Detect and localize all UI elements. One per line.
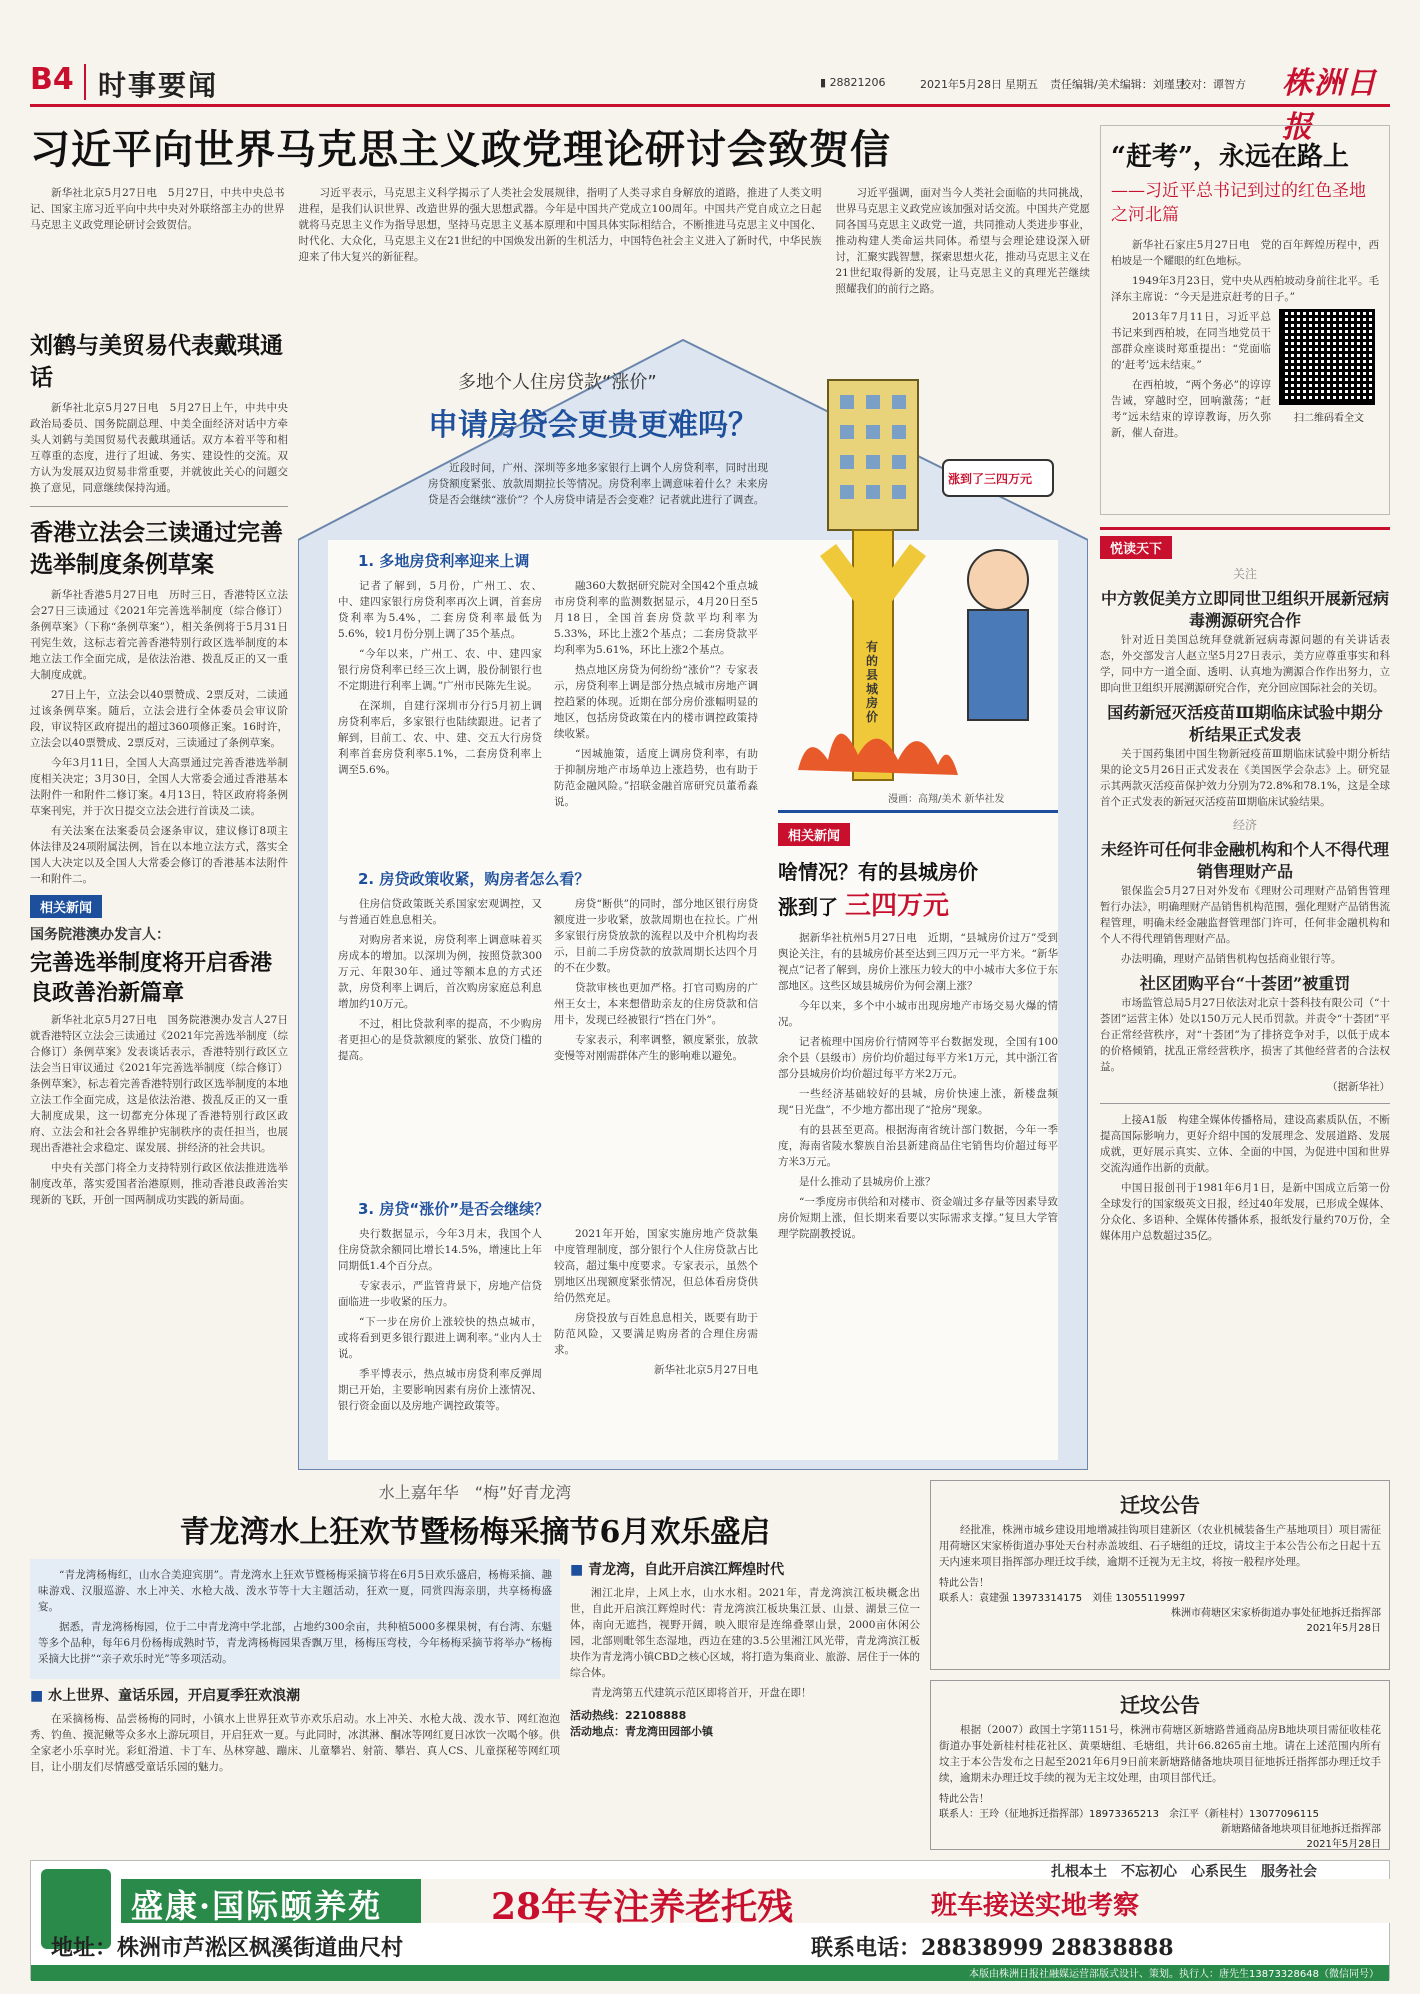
county-price-box: [778, 810, 1058, 1450]
n1-title: 中方敦促美方立即同世卫组织开展新冠病毒溯源研究合作: [1100, 589, 1389, 630]
gankao-para-2: 1949年3月23日，党中央从西柏坡动身前往北平。毛泽东主席说：“今天是进京赶考的日子。”: [1111, 275, 1379, 303]
county-para-4: 一些经济基础较好的县城，房价快速上涨，新楼盘频现“日光盘”，不少地方都出现了“抢房”现象。: [778, 1088, 1058, 1116]
sec3-para-1: 央行数据显示，今年3月末，我国个人住房贷款余额同比增长14.5%，增速比上年同期低1.4个百分点。: [338, 1228, 542, 1272]
phone-icon: ▮: [820, 76, 827, 89]
county-para-3: 记者梳理中国房价行情网等平台数据发现，全国有100余个县（县级市）房价均价超过每平方米1万元，其中浙江省部分县城房价均价超过每平方米2万元。: [778, 1036, 1058, 1080]
qinglong-sec1-para: 在采摘杨梅、品尝杨梅的同时，小镇水上世界狂欢节亦欢乐启动。水上冲关、水枪大战、泼水节、网红泡泡秀、钓鱼、摸泥鳅等众多水上游玩项目，开启狂欢一夏。与此同时，冰淇淋、酮冰等网红夏日冰饮一次喝个够。供全家老小乐享时光。彩虹滑道、卡丁车、丛林穿越、蹦床、儿童攀岩、射箭、攀岩、真人CS、儿童探秘等网红项目，让小朋友们尽情感受童话乐园的魅力。: [30, 1713, 560, 1773]
issue-weekday: 星期五: [1005, 78, 1038, 91]
qr-caption: 扫二维码看全文: [1294, 413, 1364, 424]
gankao-subtitle: ——习近平总书记到过的红色圣地之河北篇: [1111, 181, 1366, 225]
n4-source: （据新华社）: [1327, 1081, 1390, 1093]
feature-sec3-heading: 3. 房贷“涨价”是否会继续？: [358, 1200, 550, 1218]
liuhe-para: 新华社北京5月27日电 5月27日上午，中共中央政治局委员、国务院副总理、中美全面经济对话中方牵头人刘鹤与美国贸易代表戴琪通话。双方本着平等和相互尊重的态度，进行了坦诚、务实、建设性的交流。双方认为发展双边贸易非常重要，并就彼此关心的问题交换了意见，同意继续保持沟通。: [30, 402, 288, 494]
feature-title: 申请房贷会更贵更难吗？: [428, 408, 758, 443]
feature-sec1-body: [338, 578, 758, 814]
qr-code[interactable]: [1279, 309, 1375, 405]
county-title-line: [778, 885, 1058, 922]
illus-caption: 漫画：高翔/美术 新华社发: [888, 794, 1005, 805]
n2-title: 国药新冠灭活疫苗Ⅲ期临床试验中期分析结果正式发表: [1107, 703, 1383, 744]
sec3-para-2: 专家表示，严监管背景下，房地产信贷面临进一步收紧的压力。: [338, 1280, 542, 1308]
sec2-para-5: 贷款审核也更加严格。打官司购房的广州王女士，本来想借助亲友的住房贷款和信用卡，发现已经被银行“挡在门外”。: [554, 982, 758, 1026]
gankao-para-1: 新华社石家庄5月27日电 党的百年辉煌历程中，西柏坡是一个耀眼的红色地标。: [1111, 239, 1379, 267]
related1-para-2: 中央有关部门将全力支持特别行政区依法推进选举制度改革，落实爱国者治港原则，推动香港良政善治实现新的飞跃，开创一国两制成功实践的新局面。: [30, 1162, 288, 1206]
n3-para: 银保监会5月27日对外发布《理财公司理财产品销售管理暂行办法》，明确理财产品销售机构范围，强化理财产品销售流程管理，明确未经金融监督管理部门许可，任何非金融机构和个人不得代理销售理财产品。: [1100, 885, 1390, 945]
sec2-para-6: 专家表示，利率调整，额度紧张，放款变慢等对刚需群体产生的影响难以避免。: [554, 1034, 758, 1062]
newspaper-logo: 株洲日报: [1282, 66, 1378, 145]
notice2-date: 2021年5月28日: [1306, 1839, 1381, 1850]
yuedu-tag: 悦读天下: [1100, 536, 1172, 559]
ad-brand: 盛康·国际颐养苑: [131, 1887, 383, 1925]
notice2-sign: 新塘路储备地块项目征地拆迁指挥部: [1221, 1824, 1381, 1835]
hk-para-2: 27日上午，立法会以40票赞成、2票反对，二读通过该条例草案。随后，立法会进行全体委员会审议阶段，审议特区政府提出的超过360项修正案。16时许，立法会以40票赞成、2票反对，三读通过了条例草案。: [30, 689, 288, 749]
square-icon-2: ■: [570, 1562, 584, 1578]
qinglong-sec2-para-2: 青龙湾第五代建筑示范区即将首开，开盘在即！: [591, 1687, 812, 1699]
sec3-para-6: 房贷投放与百姓息息相关，既要有助于防范风险，又要满足购房者的合理住房需求。: [554, 1312, 758, 1356]
county-para-2: 今年以来，多个中小城市出现房地产市场交易火爆的情况。: [778, 1000, 1058, 1028]
hk-para-3: 今年3月11日，全国人大高票通过完善香港选举制度相关决定；3月30日，全国人大常委会通过香港基本法附件一和附件二修订案。4月13日，特区政府将条例草案刊宪，并于次日提交立法会进行首读及二读。: [30, 757, 288, 817]
illus-sign: 有的县城房价: [866, 640, 879, 724]
qinglong-intro-2: 据悉，青龙湾杨梅园，位于二中青龙湾中学北部，占地约300余亩，共种植5000多棵果树，有台湾、东魁等多个品种，每年6月份杨梅成熟时节，青龙湾杨梅园果香飘万里，杨梅压弯枝，今年杨梅采摘节将举办“杨梅采摘大比拼”“亲子欢乐时光”等多项活动。: [38, 1621, 552, 1665]
issue-date: 2021年5月28日: [920, 78, 1002, 91]
hotline: ▮ 28821206: [820, 76, 886, 89]
qinglong-section: [30, 1480, 920, 1850]
sec2-para-3: 不过，相比贷款利率的提高，不少购房者更担心的是贷款额度的紧张、放贷门槛的提高。: [338, 1018, 542, 1062]
county-title-b: 涨到了: [778, 895, 838, 919]
gankao-para-3: 2013年7月11日，习近平总书记来到西柏坡，在同当地党员干部群众座谈时郑重提出：“党面临的‘赶考’远未结束。”: [1111, 311, 1271, 371]
lead-article: [30, 125, 1090, 300]
page-header: [30, 58, 1390, 145]
illus-bubble-text: 涨到了三四万元: [948, 472, 1033, 486]
notice-1: [930, 1480, 1390, 1670]
sec1-para-2: “今年以来，广州工、农、中、建四家银行房贷利率已经三次上调，股份制银行也不定期进行利率上调。”广州市民陈先生说。: [338, 648, 542, 692]
qinglong-title: 青龙湾水上狂欢节暨杨梅采摘节6月欢乐盛启: [179, 1515, 771, 1550]
sec1-para-3: 在深圳，自建行深圳市分行5月初上调房贷利率后，多家银行也陆续跟进。记者了解到，目前工、农、中、建、交五大行房贷利率首套房贷利率5.1%，二套房贷利率上调至5.6%。: [338, 700, 542, 776]
gankao-para-4: 在西柏坡，“两个务必”的谆谆告诫，穿越时空，回响激荡；“赶考”远未结束的谆谆教诲，历久弥新，催人奋进。: [1111, 379, 1271, 439]
feature-intro: 近段时间，广州、深圳等多地多家银行上调个人房贷利率，同时出现房贷额度紧张、放款周期拉长等情况。房贷利率上调意味着什么？未来房贷是否会继续“涨价”？个人房贷申请是否会变难？记者就此进行了调查。: [428, 462, 768, 506]
sec3-para-4: 季平博表示，热点城市房贷利率反弹周期已开始，主要影响因素有房价上涨情况、银行资金面以及房地产调控政策等。: [338, 1368, 542, 1412]
n3-title: 未经许可任何非金融机构和个人不得代理销售理财产品: [1100, 840, 1389, 881]
ad-phone: 联系电话：28838999 28838888: [811, 1935, 1174, 1961]
notice2-para: 根据（2007）政国土字第1151号，株洲市荷塘区新塘路普通商品房B地块项目需征收桂花街道办事处新桂村桂花社区、黄栗塘组、毛塘组，共计66.8265亩土地。请在上述范围内所有坟主于本公告发布之日起至2021年6月9日前来新塘路储备地块项目征地拆迁指挥部办理迁坟手续，逾期未办理迁坟手续的视为无主坟处理，由项目部代迁。: [939, 1724, 1381, 1784]
county-related-tag: 相关新闻: [778, 823, 850, 846]
n4-para: 市场监管总局5月27日依法对北京十荟科技有限公司（“十荟团”运营主体）处以150万元人民币罚款。并责令“十荟团”平台正常经营秩序，对“十荟团”为了排挤竞争对手，以低于成本的价格倾销，扰乱正常经营秩序，损害了其他经营者的合法权益。: [1100, 997, 1390, 1073]
sec1-para-6: “因城施策，适度上调房贷利率，有助于抑制房地产市场单边上涨趋势，也有助于防范金融风险。”招联金融首席研究员董希淼说。: [554, 748, 758, 808]
yuedu-cat1: 关注: [1232, 567, 1257, 581]
lead-para-2: 习近平表示，马克思主义科学揭示了人类社会发展规律，指明了人类寻求自身解放的道路，推进了人类文明进程，是我们认识世界、改造世界的强大思想武器。今年是中国共产党成立100周年。中国共产党自成立之日起就将马克思主义作为指导思想，坚持马克思主义基本原理和中国具体实际相结合，不断推进马克思主义中国化、时代化、大众化，马克思主义在21世纪的中国焕发出新的生机活力，中国特色社会主义进入了新时代，中华民族迎来了伟大复兴的新征程。: [298, 187, 822, 263]
related1-title: 完善选举制度将开启香港良政善治新篇章: [30, 950, 273, 1006]
sec2-para-4: 房贷“断供”的同时，部分地区银行房贷额度进一步收紧，放款周期也在拉长。广州多家银行房贷放款的流程以及中介机构均表示，目前二手房贷款的放款周期长达四个月的不在少数。: [554, 898, 758, 974]
related1-para-1: 新华社北京5月27日电 国务院港澳办发言人27日就香港特区立法会三读通过《2021年完善选举制度（综合修订）条例草案》发表谈话表示，香港特别行政区立法会当日审议通过《2021年完善选举制度（综合修订）条例草案》，标志着完善香港特别行政区选举制度的本地立法工作全面完成，这是依法治港、拨乱反正的又一重大制度成果，这一切都充分体现了香港特别行政区政府、立法会和社会各界维护宪制秩序的责任担当，也展现出香港社会求稳定、谋发展、拼经济的社会共识。: [30, 1014, 288, 1154]
feature-sec2-heading: 2. 房贷政策收紧，购房者怎么看？: [358, 870, 590, 888]
sec3-source: 新华社北京5月27日电: [653, 1364, 758, 1376]
chinadaily-para-2: 中国日报创刊于1981年6月1日，是新中国成立后第一份全球发行的国家级英文日报，经过40年发展，已形成全媒体、分众化、多语种、全媒体传播体系，报纸发行量约70万份，全媒体用户总数超过35亿。: [1100, 1182, 1390, 1242]
n4-title: 社区团购平台“十荟团”被重罚: [1139, 974, 1351, 993]
notice1-phone: 联系人：袁建强 13973314175 刘佳 13055119997: [939, 1593, 1186, 1604]
county-para-5: 有的县甚至更高。根据海南省统计部门数据，今年一季度，海南省陵水黎族自治县新建商品住宅销售均价超过每平方米3万元。: [778, 1124, 1058, 1168]
notice2-phone: 联系人：王玲（征地拆迁指挥部）18973365213 余江平（新桂村）13077096115: [939, 1809, 1319, 1820]
notice1-title: 迁坟公告: [1120, 1493, 1200, 1517]
section-title: 时事要闻: [98, 69, 219, 102]
right-column: [1100, 125, 1390, 1475]
qinglong-sec2: ■ 青龙湾，自此开启滨江辉煌时代: [570, 1562, 785, 1578]
sec3-para-5: 2021年开始，国家实施房地产贷款集中度管理制度，部分银行个人住房贷款占比较高，超过集中度要求。专家表示，虽然个别地区出现额度紧张情况，但总体看房贷供给仍然充足。: [554, 1228, 758, 1304]
county-para-1: 据新华社杭州5月27日电 近期，“县城房价过万”受到舆论关注，有的县城房价甚至达到三四万元一平方米。“新华视点”记者了解到，房价上涨压力较大的中小城市大多位于东部地区。这些区域县城房价为何会潮上涨？: [778, 932, 1058, 992]
house-price-cartoon: [768, 350, 1068, 810]
hk-title: 香港立法会三读通过完善选举制度条例草案: [30, 519, 283, 578]
ad-address: 地址：株洲市芦淞区枫溪街道曲尺村: [51, 1935, 404, 1961]
n3-para-2: 办法明确，理财产品销售机构包括商业银行等。: [1121, 953, 1342, 965]
n1-para: 针对近日美国总统拜登就新冠病毒源问题的有关讲话表态，外交部发言人赵立坚5月27日表示，美方应尊重事实和科学，同中方一道全面、透明、认真地为溯源合作作出努力，立即向世卫组织开展溯源研究合作，充分回应国际社会的关切。: [1100, 634, 1390, 694]
qinglong-place: 活动地点：青龙湾田园部小镇: [570, 1725, 713, 1738]
notice1-para: 经批准，株洲市城乡建设用地增减挂钩项目建新区（农业机械装备生产基地项目）项目需征用荷塘区宋家桥街道办事处天台村赤盖坡组、石子塘组的迁坟，请坟主于本公告公布之日起十五天内速来项目指挥部办理迁坟手续，逾期不迁视为无主坟，将按一般程序处理。: [939, 1524, 1381, 1568]
ad-motto: 扎根本土 不忘初心 心系民生 服务社会: [1051, 1864, 1317, 1880]
lead-title: 习近平向世界马克思主义政党理论研讨会致贺信: [30, 126, 891, 173]
notice-2: [930, 1680, 1390, 1850]
editor-credit: 责任编辑/美术编辑：刘瑾昱: [1050, 78, 1186, 91]
ad-footer: 本版由株洲日报社融媒运营部版式设计、策划。执行人：唐先生13873328648（微信同号）: [31, 1965, 1389, 1981]
qinglong-sec1: ■ 水上世界、童话乐园，开启夏季狂欢浪潮: [30, 1688, 301, 1704]
n2-para: 关于国药集团中国生物新冠疫苗Ⅲ期临床试验中期分析结果的论文5月26日正式发表在《美国医学会杂志》上。研究显示其两款灭活疫苗保护效力分别为72.8%和78.1%，这是全球首个正式发表的新冠灭活疫苗Ⅲ期临床试验结果。: [1100, 748, 1390, 808]
county-title-c: 三四万元: [844, 891, 949, 921]
county-title-a: 啥情况？有的县城房价: [778, 860, 978, 884]
lead-para-1: 新华社北京5月27日电 5月27日，中共中央总书记、国家主席习近平向中共中央对外联络部主办的世界马克思主义政党理论研讨会致贺信。: [30, 187, 285, 231]
qinglong-intro-box: [30, 1559, 560, 1679]
ad-slogan-2: 班车接送实地考察: [931, 1891, 1140, 1921]
feature-sec3-body: [338, 1226, 758, 1418]
feature-panel: [298, 330, 1088, 1470]
qinglong-kicker: 水上嘉年华 “梅”好青龙湾: [378, 1483, 572, 1502]
gankao-title: “赶考”，永远在路上: [1111, 142, 1349, 172]
qinglong-hotline: 活动热线：22108888: [570, 1709, 687, 1722]
sec3-para-3: “下一步在房价上涨较快的热点城市，或将看到更多银行跟进上调利率。”业内人士说。: [338, 1316, 542, 1360]
square-icon: ■: [30, 1688, 44, 1704]
illustration: [768, 350, 1068, 810]
related-news-tag: 相关新闻: [30, 895, 102, 918]
sec2-para-1: 住房信贷政策既关系国家宏观调控，又与普通百姓息息相关。: [338, 898, 542, 926]
advertisement: [30, 1860, 1390, 1980]
qinglong-sec2-para: 湘江北岸，上风上水，山水水相。2021年，青龙湾滨江板块概念出世，自此开启滨江辉煌时代：青龙湾滨江板块集江景、山景、湖景三位一体，南向无遮挡，视野开阔，映入眼帘是连绵叠翠山景，2000亩休闲公园，北部则毗邻生态湿地，西边在建的3.5公里湘江风光带，青龙湾滨江板块作为青龙湾小镇CBD之核心区域，将打造为集商业、旅游、居住于一体的综合体。: [570, 1587, 920, 1679]
proof-credit: 校对：谭智方: [1180, 78, 1246, 91]
page-number: B4: [30, 62, 74, 97]
lead-para-3: 习近平强调，面对当今人类社会面临的共同挑战，世界马克思主义政党应该加强对话交流。中国共产党愿同各国马克思主义政党一道，共同推动人类进步事业，推动构建人类命运共同体。希望与会理论建设深入研讨，汇聚实践智慧，探索思想火花，推动马克思主义在21世纪取得新的发展，让马克思主义的真理光芒继续照耀我们的前行之路。: [835, 187, 1090, 295]
yuedu-cat2: 经济: [1232, 818, 1257, 832]
gankao-box: [1100, 125, 1390, 515]
feature-sec1-heading: 1. 多地房贷利率迎来上调: [358, 552, 530, 570]
county-para-7: “一季度房市供给和对楼市、资金端过多存量等因素导致房价短期上涨，但长期来看要以实际需求支撑。”复旦大学管理学院副教授说。: [778, 1196, 1058, 1240]
county-para-6: 是什么推动了县城房价上涨？: [799, 1176, 936, 1188]
ad-slogan: 28年专注养老托残: [491, 1886, 794, 1928]
sec1-para-4: 融360大数据研究院对全国42个重点城市房贷利率的监测数据显示，4月20日至5月18日，全国首套房贷款平均利率为5.33%，环比上涨2个基点；二套房贷款平均利率为5.61%，环比上涨2个基点。: [554, 580, 758, 656]
feature-kicker: 多地个人住房贷款“涨价”: [458, 372, 657, 393]
left-column: [30, 330, 288, 1470]
notice1-date: 2021年5月28日: [1306, 1623, 1381, 1634]
qinglong-intro: “青龙湾杨梅红，山水合美迎宾朋”。青龙湾水上狂欢节暨杨梅采摘节将在6月5日欢乐盛启，杨梅采摘、趣味游戏、汉服巡游、水上冲关、水枪大战、泼水节等十大主题活动，狂欢一夏，同赏四海亲朋，共享杨梅盛宴。: [38, 1569, 552, 1613]
liuhe-title: 刘鹤与美贸易代表戴琪通话: [30, 332, 283, 391]
notice1-contact: 特此公告！: [939, 1578, 989, 1589]
sec1-para-5: 热点地区房贷为何纷纷“涨价”？专家表示，房贷利率上调是部分热点城市房地产调控趋紧的体现。近期在部分房价涨幅明显的地区，包括房贷政策在内的楼市调控政策持续收紧。: [554, 664, 758, 740]
hk-para-1: 新华社香港5月27日电 历时三日，香港特区立法会27日三读通过《2021年完善选举制度（综合修订）条例草案》（下称“条例草案”），相关条例将于5月31日刊宪生效，这标志着完善香港特别行政区选举制度的本地立法工作全面完成，是依法治港、拨乱反正的又一重大制度成就。: [30, 589, 288, 681]
feature-sec2-body: [338, 896, 758, 1068]
chinadaily-para: 上接A1版 构建全媒体传播格局，建设高素质队伍，不断提高国际影响力，更好介绍中国的发展理念、发展道路、发展成就，更好展示真实、立体、全面的中国，为促进中国和世界交流沟通作出新的贡献。: [1100, 1114, 1390, 1174]
sec2-para-2: 对购房者来说，房贷利率上调意味着买房成本的增加。以深圳为例，按照贷款300万元、年限30年、通过等额本息的方式还款，房贷利率上调后，首次购房家庭总利息增加约10万元。: [338, 934, 542, 1010]
sec1-para-1: 记者了解到，5月份，广州工、农、中、建四家银行房贷利率再次上调，首套房贷利率为5.4%，二套房贷利率最低为5.6%，较1月份分别上调了35个基点。: [338, 580, 542, 640]
notice1-sign: 株洲市荷塘区宋家桥街道办事处征地拆迁指挥部: [1171, 1608, 1381, 1619]
notice2-title: 迁坟公告: [1120, 1693, 1200, 1717]
hk-para-4: 有关法案在法案委员会逐条审议，建议修订8项主体法律及24项附属法例，旨在以本地立法方式，落实全国人大决定以及全国人大常委会修订的香港基本法附件一和附件二。: [30, 825, 288, 885]
notice2-contact: 特此公告！: [939, 1794, 989, 1805]
related1-kicker: 国务院港澳办发言人：: [30, 927, 170, 943]
